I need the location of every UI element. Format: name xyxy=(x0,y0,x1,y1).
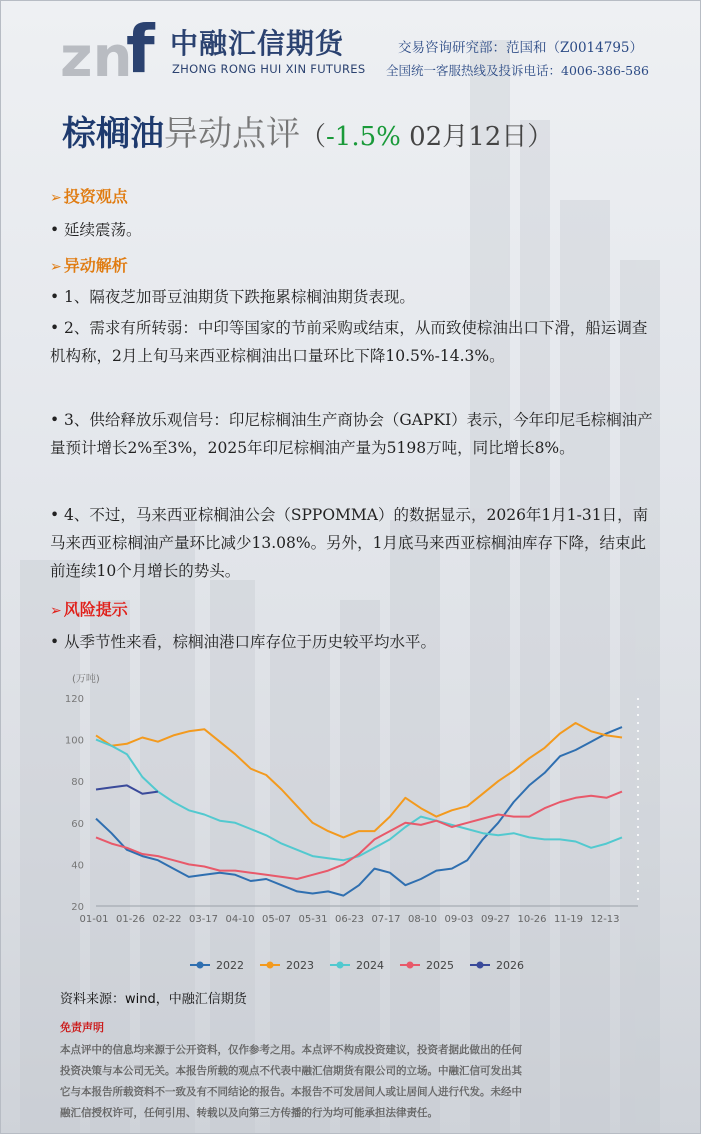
disclaimer-title: 免责声明 xyxy=(60,1021,104,1034)
x-tick-label: 01-26 xyxy=(115,914,146,925)
legend-marker-2022 xyxy=(197,962,204,969)
y-tick-label: 40 xyxy=(71,860,84,872)
x-tick-label: 07-17 xyxy=(371,914,401,925)
section-risk-title: ➢ 风险提示 xyxy=(50,600,128,619)
x-tick-label: 10-26 xyxy=(517,914,547,925)
department-contact: 交易咨询研究部：范国和（Z0014795） xyxy=(398,40,644,56)
risk-text: • 从季节性来看，棕榈油港口库存位于历史较平均水平。 xyxy=(50,633,437,651)
series-line-2026 xyxy=(96,785,158,793)
analysis-item-2: • 2、需求有所转弱：中印等国家的节前采购或结束，从而致使棕油出口下滑，船运调查机构称，2月上旬马来西亚棕榈油出口量环比下降10.5%-14.3%。 xyxy=(50,319,648,365)
y-tick-label: 80 xyxy=(71,777,84,789)
disclaimer-line: 投资决策与本公司无关。本报告所载的观点不代表中融汇信期货有限公司的立场。中融汇信可发出其 xyxy=(60,1065,522,1077)
analysis-item-3: • 3、供给释放乐观信号：印尼棕榈油生产商协会（GAPKI）表示，今年印尼毛棕榈油产量预计增长2%至3%，2025年印尼棕榈油产量为5198万吨，同比增长8%。 xyxy=(50,411,653,457)
x-tick-label: 04-10 xyxy=(225,914,255,925)
x-tick-label: 02-22 xyxy=(152,914,182,925)
x-tick-label: 08-10 xyxy=(407,914,438,925)
disclaimer-text xyxy=(60,1040,660,1124)
y-tick-label: 100 xyxy=(64,735,84,747)
data-source: 资料来源：wind，中融汇信期货 xyxy=(60,992,247,1007)
arrow-icon: ➢ xyxy=(50,259,62,275)
legend-label-2026: 2026 xyxy=(496,959,524,972)
section-analysis-title: ➢ 异动解析 xyxy=(50,256,128,275)
title-change: -1.5% xyxy=(326,122,401,152)
x-tick-label: 09-03 xyxy=(444,914,474,925)
analysis-item-1: • 1、隔夜芝加哥豆油期货下跌拖累棕榈油期货表现。 xyxy=(50,288,415,306)
x-tick-label: 09-27 xyxy=(480,914,511,925)
legend-marker-2025 xyxy=(407,962,414,969)
x-tick-label: 12-13 xyxy=(590,914,620,925)
legend-label-2023: 2023 xyxy=(286,959,314,972)
x-tick-label: 01-01 xyxy=(79,914,109,925)
legend-marker-2023 xyxy=(267,962,274,969)
title-sub: 异动点评 xyxy=(164,114,300,154)
disclaimer-line: 融汇信授权许可，任何引用、转载以及向第三方传播的行为均可能承担法律责任。 xyxy=(60,1107,438,1119)
series-line-2023 xyxy=(96,723,622,837)
page-title xyxy=(62,112,553,159)
y-unit-label: (万吨) xyxy=(72,674,100,685)
title-paren: （ xyxy=(300,122,327,152)
hotline: 全国统一客服热线及投诉电话：4006-386-586 xyxy=(386,63,649,78)
title-date: 02月12日） xyxy=(400,122,554,152)
legend-label-2022: 2022 xyxy=(216,959,244,972)
disclaimer-line: 本点评中的信息均来源于公开资料，仅作参考之用。本点评不构成投资建议，投资者据此做出的任何 xyxy=(60,1044,522,1056)
x-tick-label: 11-19 xyxy=(553,914,584,925)
legend-marker-2024 xyxy=(337,962,344,969)
company-name-cn: 中融汇信期货 xyxy=(170,27,345,60)
analysis-item-4: • 4、不过，马来西亚棕榈油公会（SPPOMMA）的数据显示，2026年1月1-31日，南马来西亚棕榈油产量环比减少13.08%。另外，1月底马来西亚棕榈油库存下降，结束此前连续10个月增长的势头。 xyxy=(50,506,649,580)
x-tick-label: 06-23 xyxy=(334,914,365,925)
arrow-icon: ➢ xyxy=(50,190,62,206)
x-tick-label: 05-07 xyxy=(261,914,292,925)
view-text: • 延续震荡。 xyxy=(50,221,142,239)
svg-text:f: f xyxy=(126,14,155,80)
disclaimer-line: 它与本报告所载资料不一致及有不同结论的报告。本报告不可发居间人或让居间人进行代发。未经中 xyxy=(60,1086,522,1098)
legend-label-2024: 2024 xyxy=(356,959,384,972)
title-main: 棕榈油 xyxy=(62,114,164,154)
svg-text:zn: zn xyxy=(60,25,133,80)
company-name-en: ZHONG RONG HUI XIN FUTURES xyxy=(172,62,366,76)
y-tick-label: 120 xyxy=(64,694,84,705)
legend-label-2025: 2025 xyxy=(426,959,454,972)
section-view-title: ➢ 投资观点 xyxy=(50,187,128,206)
legend-marker-2026 xyxy=(477,962,484,969)
arrow-icon: ➢ xyxy=(50,603,62,619)
series-line-2024 xyxy=(96,740,622,861)
series-line-2022 xyxy=(96,727,622,896)
x-tick-label: 05-31 xyxy=(298,914,328,925)
inventory-seasonal-chart xyxy=(60,668,650,980)
y-tick-label: 60 xyxy=(71,818,84,830)
x-tick-label: 03-17 xyxy=(188,914,219,925)
series-line-2025 xyxy=(96,792,622,879)
company-logo-icon xyxy=(60,14,160,84)
y-tick-label: 20 xyxy=(71,902,84,913)
